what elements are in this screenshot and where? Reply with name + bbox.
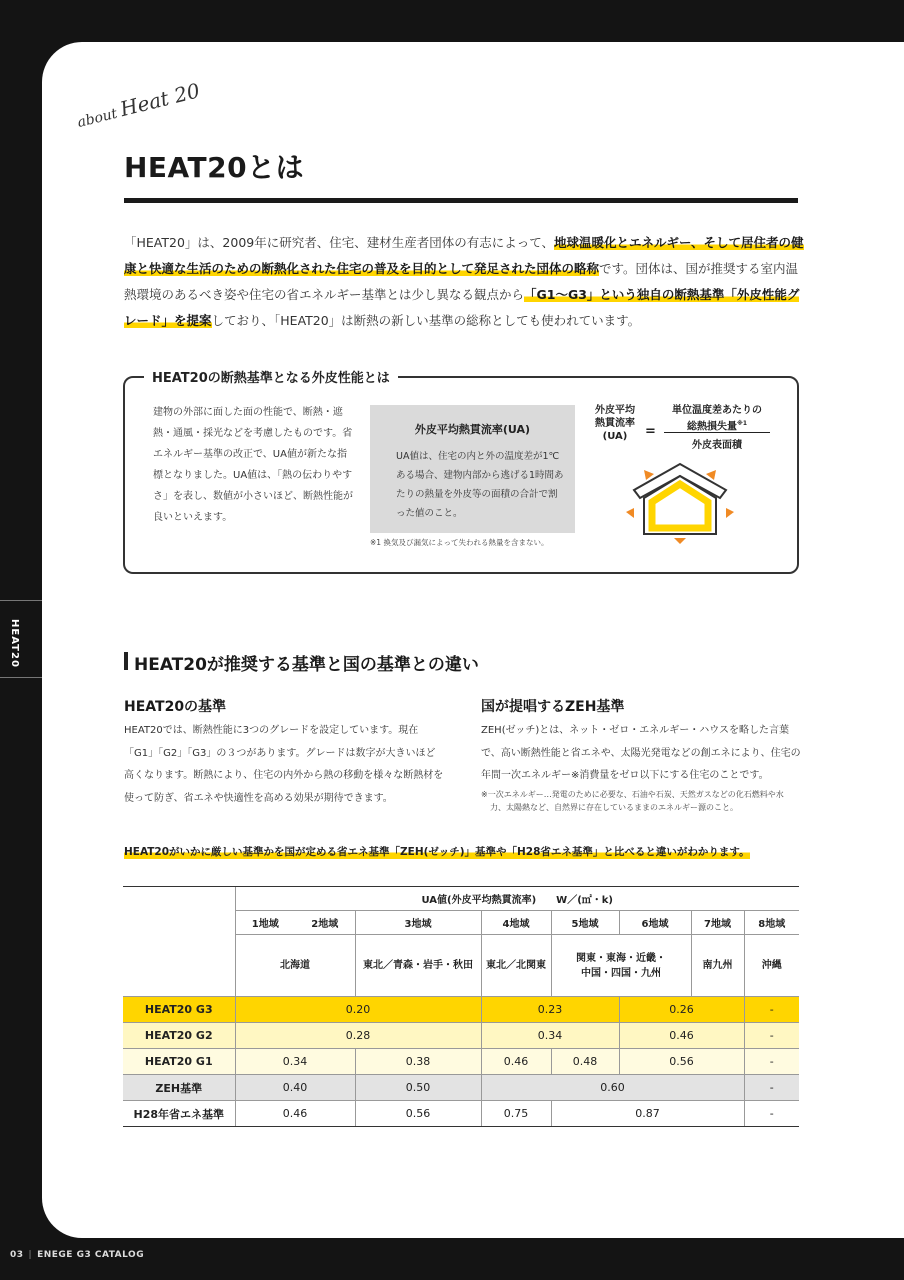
intro-text-2: です。団体は、国が推奨する室内温熱環境のあるべき姿や住宅の省エネルギー基準とは少し異なる観点から [124, 261, 799, 302]
zeh-description: ZEH(ゼッチ)とは、ネット・ゼロ・エネルギー・ハウスを略した言葉で、高い断熱性能と省エネや、太陽光発電などの創エネにより、住宅の年間一次エネルギー※消費量をゼロ以下にする住宅のことです。 [481, 725, 801, 781]
page-title: HEAT20とは [124, 151, 305, 184]
row-label: HEAT20 G3 [123, 997, 235, 1023]
table-cell: 0.56 [619, 1049, 744, 1075]
table-row [123, 1101, 799, 1127]
table-row [123, 1023, 799, 1049]
region-tohoku-north: 東北／青森・岩手・秋田 [355, 935, 481, 997]
info-box-description: 建物の外部に面した面の性能で、断熱・遮熱・通風・採光などを考慮したものです。省エネルギー基準の改正で、UA値が新たな指標となりました。UA値は、「熱の伝わりやすさ」を表し、数値が小さいほど、断熱性能が良いといえます。 [153, 407, 353, 523]
region-kanto-kyushu: 関東・東海・近畿・ 中国・四国・九州 [551, 935, 691, 997]
house-heat-loss-icon [614, 462, 746, 548]
zone-7: 7地域 [691, 911, 744, 935]
intro-text-1: 「HEAT20」は、2009年に研究者、住宅、建材生産者団体の有志によって、 [124, 235, 554, 250]
info-box-title: HEAT20の断熱基準となる外皮性能とは [144, 367, 398, 386]
formula-bar [664, 432, 770, 433]
table-cell: 0.20 [235, 997, 481, 1023]
region-hokkaido: 北海道 [235, 935, 355, 997]
table-row [123, 1075, 799, 1101]
zone-4: 4地域 [481, 911, 551, 935]
row-label: HEAT20 G1 [123, 1049, 235, 1075]
heat20-description: HEAT20では、断熱性能に3つのグレードを設定しています。現在「G1」「G2」「G3」の３つがあります。グレードは数字が大きいほど高くなります。断熱により、住宅の内外から熱の移動を様々な断熱材を使って防ぎ、省エネや快適性を高める効果が期待できます。 [124, 725, 444, 804]
section-title [124, 650, 479, 675]
table-cell: 0.40 [235, 1075, 355, 1101]
table-caption: UA値(外皮平均熱貫流率) W／(㎡・k) [235, 887, 799, 911]
region-minami-kyushu: 南九州 [691, 935, 744, 997]
row-label: ZEH基準 [123, 1075, 235, 1101]
table-cell: 0.26 [619, 997, 744, 1023]
side-tab-label: HEAT20 [9, 619, 20, 668]
about-prefix: about [75, 105, 119, 132]
intro-paragraph [124, 230, 804, 334]
ua-card-title: 外皮平均熱貫流率(UA) [414, 423, 531, 436]
table-cell: 0.46 [619, 1023, 744, 1049]
zone-6: 6地域 [619, 911, 691, 935]
table-cell: 0.46 [235, 1101, 355, 1127]
table-cell: - [744, 997, 799, 1023]
formula-numerator [664, 404, 770, 433]
intro-highlight-1: 地球温暖化とエネルギー、そして居住者の健康と快適な生活のための断熱化された住宅の普及を目的として発足された団体の略称 [124, 235, 804, 276]
formula-numerator-text: 単位温度差あたりの 総熱損失量 [672, 405, 762, 433]
zeh-heading: 国が提唱するZEH基準 [481, 699, 625, 715]
table-cell: - [744, 1023, 799, 1049]
table-cell: 0.60 [481, 1075, 744, 1101]
formula-denominator: 外皮表面積 [692, 440, 742, 451]
heat20-heading: HEAT20の基準 [124, 699, 227, 715]
table-cell: 0.34 [235, 1049, 355, 1075]
intro-highlight-2: 「G1〜G3」という独自の断熱基準「外皮性能グレード」を提案 [124, 287, 800, 328]
table-cell: 0.48 [551, 1049, 619, 1075]
table-cell: - [744, 1101, 799, 1127]
ua-card-body: UA値は、住宅の内と外の温度差が1℃ある場合、建物内部から逃げる1時間あたりの熱量を外皮等の面積の合計で割った値のこと。 [396, 451, 564, 519]
table-cell: 0.56 [355, 1101, 481, 1127]
region-okinawa: 沖縄 [744, 935, 799, 997]
zone-8: 8地域 [744, 911, 799, 935]
table-cell: - [744, 1049, 799, 1075]
footnote: ※1 換気及び漏気によって失われる熱量を含まない。 [370, 538, 549, 547]
region-tohoku-kanto: 東北／北関東 [481, 935, 551, 997]
formula-equals: = [645, 424, 656, 439]
side-tab [0, 600, 42, 678]
table-cell: - [744, 1075, 799, 1101]
table-cell: 0.23 [481, 997, 619, 1023]
intro-text-3: しており、「HEAT20」は断熱の新しい基準の総称としても使われています。 [211, 313, 641, 328]
zone-5: 5地域 [551, 911, 619, 935]
zone-2: 2地域 [295, 911, 355, 935]
table-cell: 0.87 [551, 1101, 744, 1127]
zeh-footnote: ※一次エネルギー…発電のために必要な、石油や石炭、天然ガスなどの化石燃料や水力、太陽熱など、自然界に存在しているままのエネルギー源のこと。 [481, 790, 784, 812]
formula-sup: ※1 [736, 420, 747, 427]
table-cell: 0.50 [355, 1075, 481, 1101]
title-rule [124, 198, 798, 203]
table-cell: 0.34 [481, 1023, 619, 1049]
table-cell: 0.28 [235, 1023, 481, 1049]
zone-1: 1地域 [235, 911, 295, 935]
page-number: 03 [10, 1250, 24, 1260]
row-label: HEAT20 G2 [123, 1023, 235, 1049]
section-title-text: HEAT20が推奨する基準と国の基準との違い [134, 655, 479, 675]
formula-left: 外皮平均 熱貫流率 (UA) [595, 405, 635, 442]
table-row [123, 997, 799, 1023]
catalog-name: ENEGE G3 CATALOG [37, 1250, 145, 1260]
table-cell: 0.75 [481, 1101, 551, 1127]
row-label: H28年省エネ基準 [123, 1101, 235, 1127]
footer: 03 | ENEGE G3 CATALOG [10, 1250, 145, 1260]
about-script-text: Heat 20 [117, 78, 203, 122]
table-corner [123, 887, 235, 997]
table-row [123, 1049, 799, 1075]
ua-comparison-table [123, 886, 799, 1127]
table-cell: 0.46 [481, 1049, 551, 1075]
table-cell: 0.38 [355, 1049, 481, 1075]
ua-definition-card [370, 405, 575, 533]
comparison-lead: HEAT20がいかに厳しい基準かを国が定める省エネ基準「ZEH(ゼッチ)」基準や「H28省エネ基準」と比べると違いがわかります。 [124, 846, 750, 858]
zone-3: 3地域 [355, 911, 481, 935]
